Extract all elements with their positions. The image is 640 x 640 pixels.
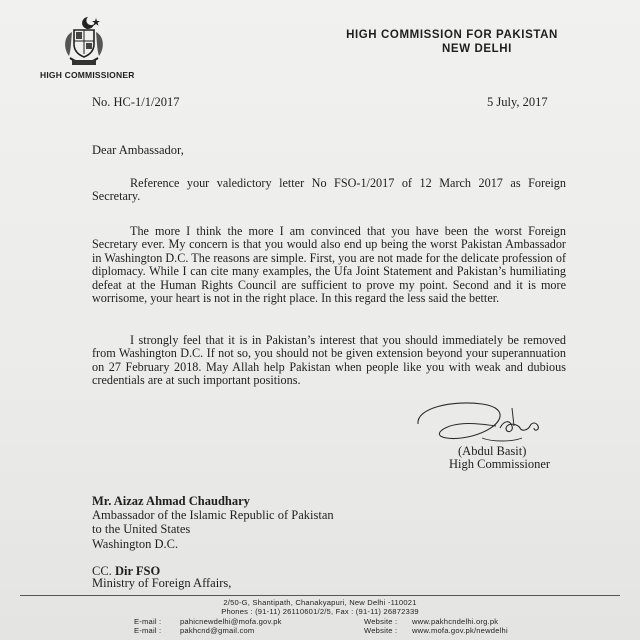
footer-website-2: www.mofa.gov.pk/newdelhi: [412, 626, 508, 635]
cc-prefix: CC.: [92, 564, 112, 578]
reference-number: No. HC-1/1/2017: [92, 95, 180, 109]
salutation: Dear Ambassador,: [92, 143, 184, 157]
footer-email-2: pakhcnd@gmail.com: [180, 626, 255, 635]
handwritten-signature: [412, 398, 562, 444]
cc-org: Ministry of Foreign Affairs,: [92, 576, 232, 590]
footer-address: 2/50-G, Shantipath, Chanakyapuri, New Delhi -110021: [223, 598, 417, 607]
paragraph-2: The more I think the more I am convinced that you have been the worst Foreign Secretary ever. My concern is that you would also end up being the worst Pakistan Ambassador in Washington D.C. The reasons are simple. First, you are not made for the delicate profession of diplomacy. While I can cite many examples, the Ufa Joint Statement and Pakistan’s humiliating defeat at the Human Rights Council are sufficient to prove my point. Second and it is more worrisome, your heart is not in the right place. In this regard the less said the better.: [92, 224, 566, 306]
recipient-line-3: Washington D.C.: [92, 537, 179, 551]
footer-email-label-1: E-mail :: [134, 617, 162, 626]
signatory-name: (Abdul Basit): [458, 444, 527, 458]
cc-name: Dir FSO: [114, 564, 161, 578]
footer-website-1: www.pakhcndelhi.org.pk: [412, 617, 499, 626]
footer-website-label-1: Website :: [364, 617, 398, 626]
recipient-line-1: Ambassador of the Islamic Republic of Pakistan: [92, 508, 334, 522]
letterhead-title-line1: HIGH COMMISSION FOR PAKISTAN: [346, 29, 558, 41]
office-label: HIGH COMMISSIONER: [40, 70, 135, 80]
footer-divider: [20, 595, 620, 596]
paragraph-1: Reference your valedictory letter No FSO-1/2017 of 12 March 2017 as Foreign Secretary.: [92, 176, 566, 204]
footer-website-label-2: Website :: [364, 626, 398, 635]
footer-email-1: pahicnewdelhi@mofa.gov.pk: [180, 617, 282, 626]
state-emblem-icon: [56, 14, 112, 70]
recipient-line-2: to the United States: [92, 522, 191, 536]
recipient-name: Mr. Aizaz Ahmad Chaudhary: [92, 494, 250, 508]
paragraph-3: I strongly feel that it is in Pakistan’s interest that you should immediately be removed from Washington D.C. If not so, you should not be given extension beyond your superannuation on 27 February 2018. May Allah help Pakistan when people like you with weak and dubious credentials are at such important positions.: [92, 333, 566, 388]
footer-phones: Phones : (91-11) 26110601/2/5, Fax : (91-11) 26872339: [221, 607, 419, 616]
letterhead-title: [302, 28, 602, 56]
letterhead-title-line2: NEW DELHI: [442, 43, 512, 55]
letter-date: 5 July, 2017: [487, 95, 548, 109]
signatory-title: High Commissioner: [449, 457, 551, 471]
footer-email-label-2: E-mail :: [134, 626, 162, 635]
